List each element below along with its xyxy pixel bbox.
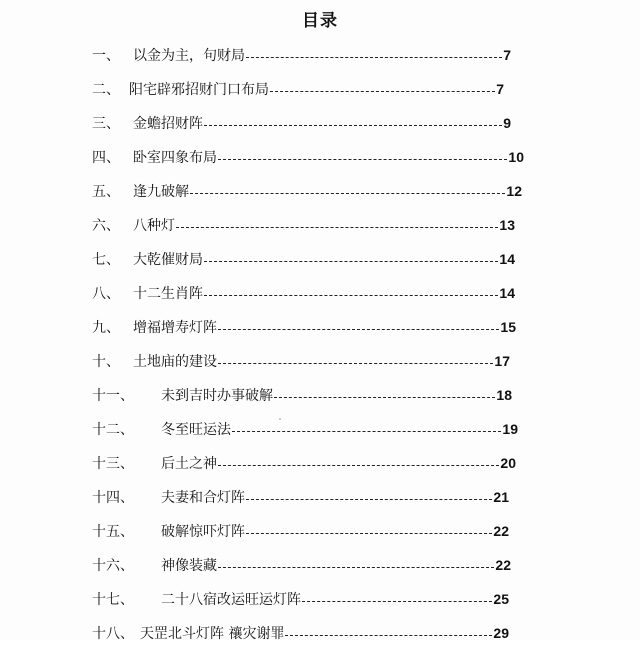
toc-entry-number: 二、 (92, 82, 120, 98)
toc-entry-label: 十二生肖阵 (133, 286, 203, 302)
toc-entry-label: 未到吉时办事破解 (161, 388, 273, 404)
toc-entry-page: 19 (502, 421, 518, 437)
toc-entry-page: 25 (493, 591, 509, 607)
dot-leader (218, 329, 499, 330)
toc-entry[interactable] (92, 43, 511, 67)
toc-entry-page: 17 (494, 353, 510, 369)
dot-leader (246, 57, 502, 58)
toc-entry-number: 八、 (92, 286, 120, 302)
dot-leader (204, 261, 498, 262)
toc-entry-label: 后土之神 (161, 456, 217, 472)
toc-entry-page: 22 (493, 523, 509, 539)
toc-entry[interactable] (92, 281, 515, 305)
toc-entry-label: 二十八宿改运旺运灯阵 (161, 592, 301, 608)
toc-entry-label: 夫妻和合灯阵 (161, 490, 245, 506)
scan-speck (279, 418, 281, 420)
toc-entry-number: 九、 (92, 320, 120, 336)
dot-leader (302, 601, 492, 602)
toc-entry-page: 21 (493, 489, 509, 505)
dot-leader (274, 397, 495, 398)
toc-entry-number: 六、 (92, 218, 120, 234)
toc-entry-label: 大乾催财局 (133, 252, 203, 268)
dot-leader (190, 193, 505, 194)
toc-entry-number: 十、 (92, 354, 120, 370)
toc-entry-page: 7 (503, 47, 511, 63)
toc-entry-page: 20 (500, 455, 516, 471)
toc-entry[interactable] (92, 485, 509, 509)
toc-entry-label: 阳宅辟邪招财门口布局 (129, 82, 269, 98)
toc-entry-label: 卧室四象布局 (133, 150, 217, 166)
toc-entry-label: 以金为主，句财局 (133, 48, 245, 64)
page-title: 目录 (302, 11, 338, 31)
dot-leader (218, 567, 494, 568)
toc-entry-label: 八种灯 (133, 218, 175, 234)
dot-leader (218, 159, 507, 160)
toc-entry[interactable] (92, 213, 515, 237)
toc-entry-page: 29 (493, 625, 509, 641)
toc-entry-label: 神像装藏 (161, 558, 217, 574)
dot-leader (204, 125, 502, 126)
toc-entry-label: 土地庙的建设 (133, 354, 217, 370)
toc-entry-page: 7 (496, 81, 504, 97)
toc-entry-number: 十八、 (92, 626, 134, 642)
toc-entry[interactable] (92, 111, 511, 135)
dot-leader (246, 533, 492, 534)
dot-leader (204, 295, 498, 296)
dot-leader (270, 91, 495, 92)
toc-entry-page: 22 (495, 557, 511, 573)
toc-entry[interactable] (92, 451, 516, 475)
toc-entry-number: 三、 (92, 116, 120, 132)
toc-entry-page: 13 (499, 217, 515, 233)
toc-entry-page: 10 (508, 149, 524, 165)
dot-leader (218, 363, 493, 364)
dot-leader (218, 465, 499, 466)
toc-entry[interactable] (92, 349, 510, 373)
toc-entry[interactable] (92, 247, 515, 271)
toc-entry[interactable] (92, 621, 509, 645)
toc-entry-page: 9 (503, 115, 511, 131)
toc-entry-label: 增福增寿灯阵 (133, 320, 217, 336)
toc-entry[interactable] (92, 587, 509, 611)
toc-entry-number: 十三、 (92, 456, 134, 472)
toc-entry-number: 四、 (92, 150, 120, 166)
toc-entry-label: 冬至旺运法 (161, 422, 231, 438)
toc-entry[interactable] (92, 553, 511, 577)
dot-leader (246, 499, 492, 500)
toc-entry-page: 14 (499, 285, 515, 301)
toc-entry[interactable] (92, 77, 504, 101)
toc-entry-number: 七、 (92, 252, 120, 268)
toc-entry-label: 天罡北斗灯阵 禳灾谢罪 (140, 626, 285, 642)
toc-entry-number: 一、 (92, 48, 120, 64)
toc-entry-number: 十四、 (92, 490, 134, 506)
toc-entry-number: 十六、 (92, 558, 134, 574)
toc-entry[interactable] (92, 315, 516, 339)
toc-entry-label: 破解惊吓灯阵 (161, 524, 245, 540)
toc-entry[interactable] (92, 383, 512, 407)
toc-entry[interactable] (92, 145, 524, 169)
toc-entry-number: 五、 (92, 184, 120, 200)
toc-entry[interactable] (92, 519, 509, 543)
toc-entry-page: 14 (499, 251, 515, 267)
dot-leader (285, 635, 492, 636)
dot-leader (232, 431, 501, 432)
toc-entry[interactable] (92, 179, 522, 203)
toc-entry-page: 15 (500, 319, 516, 335)
toc-entry-number: 十一、 (92, 388, 134, 404)
toc-entry-label: 逢九破解 (133, 184, 189, 200)
toc-entry[interactable] (92, 417, 518, 441)
toc-entry-number: 十七、 (92, 592, 134, 608)
toc-entry-page: 18 (496, 387, 512, 403)
toc-entry-page: 12 (506, 183, 522, 199)
dot-leader (176, 227, 498, 228)
toc-entry-number: 十五、 (92, 524, 134, 540)
toc-entry-number: 十二、 (92, 422, 134, 438)
toc-entry-label: 金蟾招财阵 (133, 116, 203, 132)
